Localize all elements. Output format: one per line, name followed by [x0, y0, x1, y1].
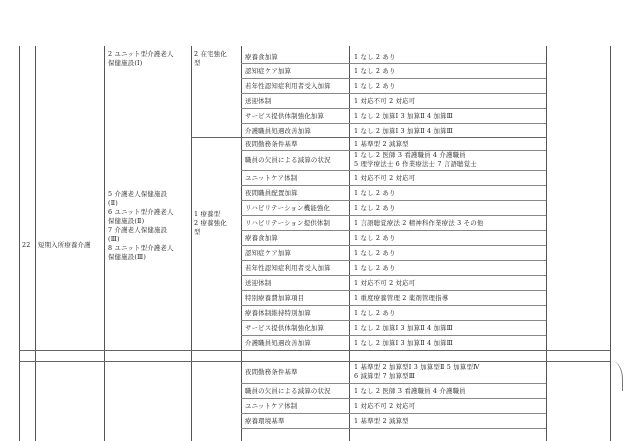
row-options: 1 重度療養管理 2 薬剤管理指導 [354, 294, 449, 302]
service-number: 22 [22, 241, 31, 249]
facility-type-mid: 5 介護老人保健施設 (Ⅱ) 6 ユニット型介護老人 保健施設(Ⅱ) 7 介護老人保健施設 (Ⅲ) 8 ユニット型介護老人 保健施設(Ⅲ) [108, 190, 174, 261]
row-item: 若年性認知症利用者受入加算 [245, 82, 331, 90]
row-options: 1 なし 2 医師 3 看護職員 4 介護職員 [354, 387, 466, 395]
row-options: 1 対応不可 2 対応可 [354, 279, 416, 287]
row-item: 夜間職員配置加算 [245, 189, 298, 197]
row-line [241, 108, 546, 109]
row-line [241, 275, 546, 276]
col-divider-item [349, 46, 350, 441]
row-options: 1 なし 2 あり [354, 204, 396, 212]
row-line [241, 215, 546, 216]
row-options: 1 なし 2 あり [354, 53, 396, 61]
page-curl [612, 361, 623, 391]
row-line [241, 245, 546, 246]
row-options: 1 対応不可 2 対応可 [354, 402, 416, 410]
row-line [241, 413, 546, 414]
row-line [241, 260, 546, 261]
row-options: 1 言語聴覚療法 2 精神科作業療法 3 その他 [354, 219, 484, 227]
col-divider-no [35, 46, 36, 441]
row-line [241, 63, 546, 64]
row-item: 送迎体制 [245, 279, 272, 287]
row-options: 1 なし 2 加算Ⅰ 3 加算Ⅱ 4 加算Ⅲ [354, 339, 454, 347]
row-options: 1 基準型 2 加算型Ⅰ 3 加算型Ⅱ 5 加算型Ⅳ 6 減算型 7 加算型Ⅲ [354, 363, 480, 380]
row-options: 1 なし 2 あり [354, 189, 396, 197]
row-item: リハビリテーション提供体制 [245, 219, 331, 227]
col-divider-facility [191, 46, 192, 441]
row-item: 若年性認知症利用者受入加算 [245, 264, 331, 272]
row-line [241, 290, 546, 291]
row-item: ユニットケア体制 [245, 174, 298, 182]
row-options: 1 基準型 2 減算型 [354, 140, 409, 148]
row-item: 療養食加算 [245, 53, 278, 61]
row-options: 1 なし 2 あり [354, 234, 396, 242]
row-line [241, 78, 546, 79]
row-options: 1 なし 2 あり [354, 249, 396, 257]
section-line [19, 361, 610, 362]
row-line [241, 320, 546, 321]
row-item: 送迎体制 [245, 97, 272, 105]
row-line [241, 305, 546, 306]
row-item: 職員の欠員による減算の状況 [245, 387, 331, 395]
row-item: 夜間勤務条件基準 [245, 140, 298, 148]
row-line [241, 200, 546, 201]
section-line [191, 137, 546, 138]
col-divider-options [546, 46, 547, 441]
row-options: 1 なし 2 あり [354, 82, 396, 90]
service-name: 短期入所療養介護 [38, 241, 91, 249]
row-line [241, 93, 546, 94]
row-item: 職員の欠員による減算の状況 [245, 156, 331, 164]
row-options: 1 なし 2 加算Ⅰ 3 加算Ⅱ 4 加算Ⅲ [354, 127, 454, 135]
row-item: 認知症ケア加算 [245, 67, 292, 75]
row-options: 1 なし 2 あり [354, 67, 396, 75]
col-divider-type [241, 46, 242, 441]
row-line [241, 383, 546, 384]
facility-type-top: 2 ユニット型介護老人 保健施設(Ⅰ) [108, 50, 174, 67]
row-item: 療養環境基準 [245, 417, 285, 425]
row-options: 1 基準型 2 減算型 [354, 417, 409, 425]
row-line [241, 123, 546, 124]
section-line [19, 350, 610, 351]
row-item: 療養食加算 [245, 234, 278, 242]
row-item: サービス提供体制強化加算 [245, 112, 325, 120]
row-item: 療養体制維持特別加算 [245, 309, 311, 317]
table-border-right [610, 46, 611, 441]
row-item: 介護職員処遇改善加算 [245, 339, 311, 347]
row-line [241, 428, 546, 429]
row-line [241, 185, 546, 186]
row-line [241, 398, 546, 399]
row-options: 1 なし 2 医師 3 看護職員 4 介護職員 5 理学療法士 6 作業療法士 7 言語聴覚士 [354, 151, 477, 168]
row-options: 1 なし 2 加算Ⅰ 3 加算Ⅱ 4 加算Ⅲ [354, 324, 454, 332]
row-options: 1 なし 2 あり [354, 309, 396, 317]
row-item: 特別療養費加算項目 [245, 294, 305, 302]
row-item: 認知症ケア加算 [245, 249, 292, 257]
row-options: 1 なし 2 あり [354, 264, 396, 272]
row-options: 1 対応不可 2 対応可 [354, 174, 416, 182]
table-border-left [19, 46, 20, 441]
reinforcement-type-mid: 1 療養型 2 療養強化 型 [194, 210, 227, 236]
col-divider-service [104, 46, 105, 441]
row-item: リハビリテーション機能強化 [245, 204, 331, 212]
row-item: ユニットケア体制 [245, 402, 298, 410]
row-options: 1 なし 2 加算Ⅰ 3 加算Ⅱ 4 加算Ⅲ [354, 112, 454, 120]
row-item: 夜間勤務条件基準 [245, 368, 298, 376]
row-item: サービス提供体制強化加算 [245, 324, 325, 332]
row-item: 介護職員処遇改善加算 [245, 127, 311, 135]
reinforcement-type-top: 2 在宅強化 型 [194, 50, 227, 67]
row-line [241, 230, 546, 231]
row-line [241, 170, 546, 171]
row-line [241, 335, 546, 336]
row-options: 1 対応不可 2 対応可 [354, 97, 416, 105]
